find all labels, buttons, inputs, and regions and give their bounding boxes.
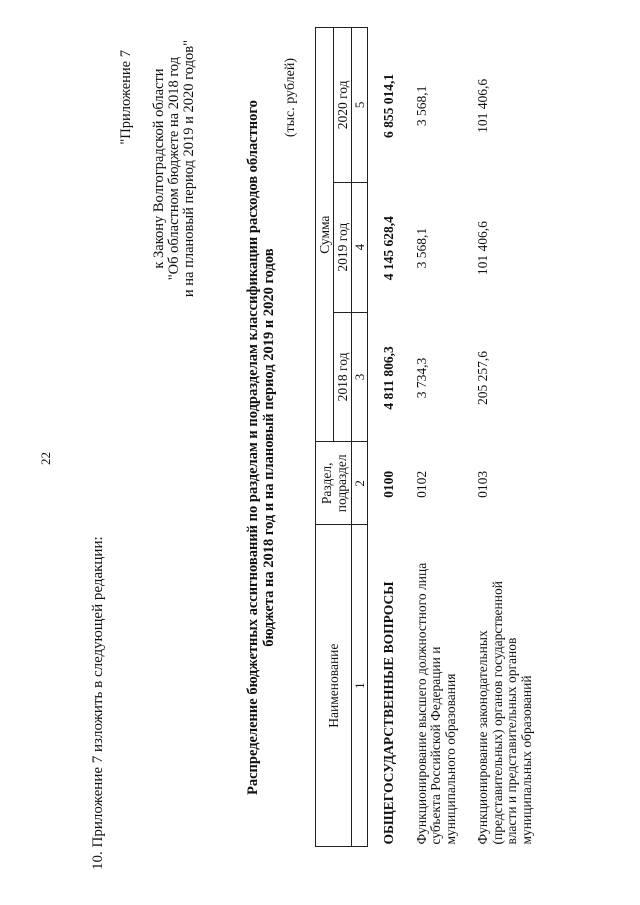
table-row [401, 28, 463, 847]
appendix-line: "Об областном бюджете на 2018 год [166, 56, 182, 281]
row-name-line: Функционирование законодательных [475, 630, 490, 845]
row-value-2020: 6 855 014,1 [381, 73, 396, 138]
row-value-2019: 4 145 628,4 [381, 216, 396, 281]
appendix-subtitle [152, 40, 197, 297]
header-name: Наименование [316, 525, 352, 847]
row-value-2019: 3 568,1 [413, 227, 429, 269]
row-name-line: Функционирование высшего должностного лица [413, 562, 429, 845]
header-year-2018: 2018 год [334, 312, 352, 442]
row-name-line: муниципальных образований [518, 675, 534, 845]
report-title [245, 100, 277, 795]
row-name [462, 525, 538, 847]
row-code: 0103 [475, 470, 490, 498]
appendix-line: к Закону Волгоградской области [151, 68, 167, 269]
appendix-line: и на плановый период 2019 и 2020 годов" [181, 40, 197, 298]
appendix-title: "Приложение 7 [118, 50, 134, 145]
row-code: 0100 [381, 470, 396, 498]
column-number: 1 [352, 525, 368, 847]
header-year-2020: 2020 год [334, 28, 352, 183]
row-name: ОБЩЕГОСУДАРСТВЕННЫЕ ВОПРОСЫ [381, 581, 396, 845]
table-row [368, 28, 401, 847]
column-number: 3 [352, 312, 368, 442]
row-value-2020: 3 568,1 [413, 85, 429, 127]
row-value-2018: 4 811 806,3 [381, 346, 396, 410]
units-label: (тыс. рублей) [283, 58, 298, 138]
intro-text: 10. Приложение 7 изложить в следующей редакции: [90, 536, 106, 870]
column-number: 4 [352, 182, 368, 312]
row-name-line: муниципального образования [442, 673, 458, 845]
header-section-line: подраздел [333, 454, 349, 513]
header-sum: Сумма [316, 28, 334, 442]
column-number: 5 [352, 28, 368, 183]
header-section-line: Раздел, [318, 462, 334, 505]
budget-table [315, 27, 538, 847]
row-name-line: субъекта Российской Федерации и [428, 646, 443, 845]
header-section [316, 442, 352, 525]
table-row [462, 28, 538, 847]
header-year-2019: 2019 год [334, 182, 352, 312]
row-name-line: (представительных) органов государственной [489, 581, 505, 845]
row-name [401, 525, 463, 847]
page-number: 22 [38, 452, 53, 465]
row-value-2018: 205 257,6 [475, 350, 490, 405]
row-code: 0102 [413, 470, 429, 498]
row-name-line: власти и представительных органов [504, 637, 519, 845]
report-title-line: бюджета на 2018 год и на плановый период 2019 и 2020 годов [261, 248, 277, 647]
row-value-2020: 101 406,6 [475, 78, 490, 133]
column-number: 2 [352, 442, 368, 525]
row-value-2019: 101 406,6 [475, 221, 490, 276]
report-title-line: Распределение бюджетных ассигнований по разделам и подразделам классификации расходов областного [245, 100, 261, 795]
row-value-2018: 3 734,3 [413, 357, 429, 399]
